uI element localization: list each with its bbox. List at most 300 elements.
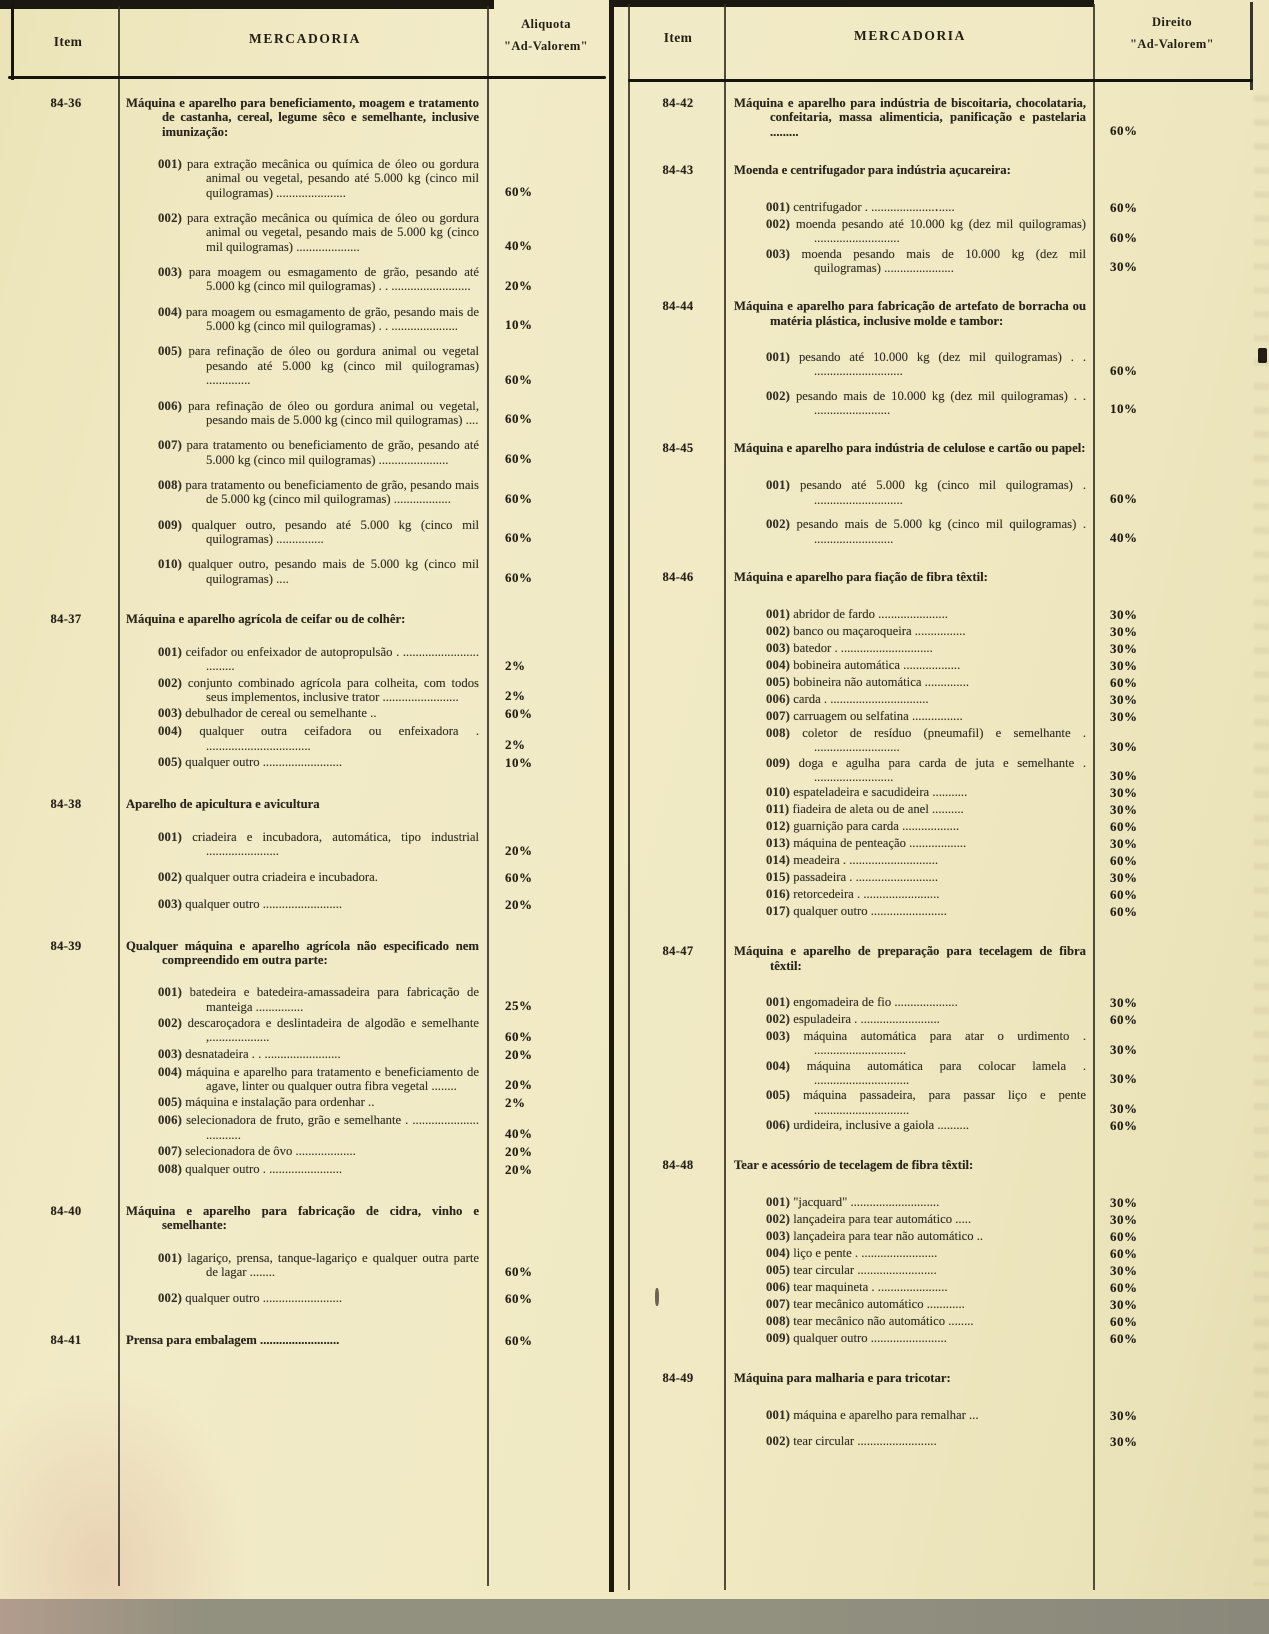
item-column-spacer	[630, 217, 726, 246]
subitem-row	[14, 1162, 606, 1178]
item-column-spacer	[630, 658, 726, 674]
subitem-row	[14, 1065, 606, 1094]
subitem-code: 007)	[766, 708, 791, 723]
subitem-text: 004) bobineira automática ..................	[766, 657, 961, 672]
subitem-code: 004)	[158, 304, 183, 319]
rate-value: 30%	[1110, 785, 1138, 801]
subitem-code: 014)	[766, 853, 791, 868]
subitem-code: 012)	[766, 819, 791, 834]
subitem-code: 003)	[766, 1028, 791, 1043]
ink-speck	[655, 1288, 659, 1306]
rate-value: 60%	[505, 1290, 533, 1306]
subitem-text: 005) máquina e instalação para ordenhar ..	[158, 1095, 375, 1110]
rate-value: 30%	[1110, 1100, 1138, 1116]
entry-heading: Máquina e aparelho para indústria de biscoitaria, chocolataria, confeitaria, massa alimenticia, panificação e pastelaria .........	[734, 96, 1086, 139]
subitem-code: 001)	[158, 1250, 183, 1265]
subitem-code: 002)	[766, 388, 791, 403]
subitem-text: 013) máquina de penteação ..................	[766, 836, 967, 851]
subitem-row	[630, 350, 1252, 379]
item-column-spacer	[630, 478, 726, 507]
entry-head-row	[630, 163, 1252, 178]
item-number: 84-45	[662, 441, 694, 456]
item-number: 84-42	[662, 96, 694, 110]
subitem-row	[630, 1229, 1252, 1245]
subitem-code: 005)	[158, 344, 183, 359]
entry-head-row	[14, 939, 606, 968]
subitem-row	[14, 1291, 606, 1307]
rate-value: 60%	[505, 706, 533, 722]
item-column-spacer	[630, 1212, 726, 1228]
subitem-text: 001) engomadeira de fio ....................	[766, 994, 958, 1009]
subitem-code: 001)	[766, 350, 791, 365]
subitem-text: 005) para refinação de óleo ou gordura animal ou vegetal pesando até 5.000 kg (cinco mil quilogramas) ..............	[158, 344, 479, 388]
item-column-spacer	[630, 1059, 726, 1088]
subitem-row	[14, 830, 606, 859]
rate-value: 30%	[1110, 870, 1138, 886]
subitem-row	[630, 1331, 1252, 1347]
tariff-entry	[630, 96, 1252, 139]
rate-value: 60%	[1110, 1279, 1138, 1295]
subitem-text: 001) para extração mecânica ou química de óleo ou gordura animal ou vegetal, pesando até 5.000 kg (cinco mil quilogramas) ......................	[158, 157, 479, 200]
rate-value: 60%	[1110, 1330, 1138, 1346]
entry-heading: Máquina e aparelho para indústria de celulose e cartão ou papel:	[734, 441, 1086, 456]
rate-value: 30%	[1110, 1194, 1138, 1210]
rate-value: 60%	[1110, 362, 1138, 378]
rate-value: 30%	[1110, 259, 1138, 275]
rate-value: 30%	[1110, 1041, 1138, 1057]
subitem-row	[630, 887, 1252, 903]
rate-value: 30%	[1110, 1296, 1138, 1312]
subitem-row	[630, 802, 1252, 818]
item-column-spacer	[14, 1113, 118, 1142]
rate-value: 60%	[1110, 200, 1138, 216]
subitem-code: 004)	[158, 1064, 183, 1079]
subitem-text: 002) tear circular .........................	[766, 1433, 937, 1448]
subitem-code: 002)	[158, 675, 183, 690]
subitem-text: 001) centrifugador . ....................․.....	[766, 200, 955, 215]
item-number: 84-43	[662, 163, 694, 178]
subitem-text: 001) lagariço, prensa, tanque-lagariço e qualquer outra parte de lagar ........	[158, 1250, 479, 1280]
subitem-row	[630, 1118, 1252, 1134]
subitem-row	[630, 200, 1252, 216]
subitem-text: 012) guarnição para carda ..................	[766, 819, 960, 834]
subitem-row	[630, 478, 1252, 507]
subitem-code: 007)	[766, 1296, 791, 1311]
subitem-code: 006)	[158, 1113, 183, 1128]
item-number: 84-44	[662, 299, 694, 314]
item-column-spacer	[14, 265, 118, 294]
rate-value: 60%	[1110, 1117, 1138, 1133]
subitem-code: 008)	[766, 1313, 791, 1328]
item-column-spacer	[630, 853, 726, 869]
item-column-spacer	[14, 676, 118, 705]
entry-heading: Máquina e aparelho para fabricação de artefato de borracha ou matéria plástica, inclusive molde e tambor:	[734, 299, 1086, 328]
subitem-row	[14, 755, 606, 771]
item-number: 84-49	[662, 1370, 694, 1385]
subitem-row	[630, 692, 1252, 708]
rate-value: 30%	[1110, 994, 1138, 1010]
subitem-row	[630, 756, 1252, 785]
subitem-code: 004)	[766, 1058, 791, 1073]
rate-value: 30%	[1110, 708, 1138, 724]
rate-value: 20%	[505, 1046, 533, 1062]
subitem-text: 005) tear circular .........................	[766, 1262, 937, 1277]
rate-value: 60%	[1110, 1228, 1138, 1244]
subitem-code: 001)	[158, 157, 183, 172]
subitem-text: 003) para moagem ou esmagamento de grão, pesando até 5.000 kg (cinco mil quilogramas) . . .........................	[158, 265, 479, 294]
item-column-spacer	[630, 1195, 726, 1211]
subitem-code: 005)	[766, 1262, 791, 1277]
subitem-code: 006)	[766, 1117, 791, 1132]
subitem-row	[14, 1144, 606, 1160]
subitem-text: 001) máquina e aparelho para remalhar ...	[766, 1407, 979, 1422]
subitem-code: 011)	[766, 802, 790, 817]
subitem-code: 003)	[766, 246, 791, 261]
rate-value: 2%	[505, 1095, 526, 1111]
rate-value: 60%	[1110, 819, 1138, 835]
subitem-code: 009)	[766, 1330, 791, 1345]
rate-value: 30%	[1110, 1262, 1138, 1278]
item-column-spacer	[14, 557, 118, 586]
subitem-code: 007)	[158, 1144, 183, 1159]
subitem-row	[14, 478, 606, 507]
subitem-row	[630, 1195, 1252, 1211]
item-column-spacer	[630, 819, 726, 835]
item-number: 84-46	[662, 569, 694, 584]
item-column-spacer	[14, 478, 118, 507]
entry-head-row	[14, 797, 606, 812]
subitem-text: 003) qualquer outro .........................	[158, 896, 343, 911]
subitem-code: 001)	[766, 1194, 791, 1209]
item-column-spacer	[630, 350, 726, 379]
subitem-row	[630, 1212, 1252, 1228]
rate-value: 60%	[1110, 229, 1138, 245]
rate-value: 60%	[1110, 1313, 1138, 1329]
subitem-row	[630, 853, 1252, 869]
rate-value: 20%	[505, 1162, 533, 1178]
subitem-row	[14, 557, 606, 586]
subitem-row	[14, 344, 606, 387]
entry-heading: Tear e acessório de tecelagem de fibra têxtil:	[734, 1157, 974, 1172]
subitem-code: 002)	[766, 1211, 791, 1226]
item-column-spacer	[630, 756, 726, 785]
subitem-code: 002)	[766, 1011, 791, 1026]
entry-head-row	[630, 299, 1252, 328]
tariff-entry	[630, 1158, 1252, 1347]
subitem-text: 005) qualquer outro .........................	[158, 755, 343, 769]
subitem-text: 005) bobineira não automática ..............	[766, 674, 970, 689]
entry-heading: Máquina e aparelho para fabricação de cidra, vinho e semelhante:	[126, 1204, 479, 1233]
subitem-row	[630, 389, 1252, 418]
tariff-entry	[630, 1371, 1252, 1450]
subitem-text: 003) batedor . .............................	[766, 640, 933, 655]
subitem-row	[14, 1095, 606, 1111]
subitem-code: 001)	[766, 200, 791, 215]
subitem-code: 016)	[766, 887, 791, 902]
subitem-text: 004) qualquer outra ceifadora ou enfeixadora . .................................	[158, 724, 479, 753]
right-header-mercadoria: MERCADORIA	[854, 28, 966, 43]
item-column-spacer	[14, 830, 118, 859]
subitem-code: 002)	[158, 1016, 183, 1031]
tariff-entry	[630, 570, 1252, 920]
rate-value: 40%	[1110, 529, 1138, 545]
subitem-code: 010)	[158, 557, 183, 572]
item-column-spacer	[630, 624, 726, 640]
subitem-row	[630, 1314, 1252, 1330]
entry-head-row	[630, 96, 1252, 139]
item-column-spacer	[14, 1251, 118, 1280]
subitem-text: 015) passadeira . ..........................	[766, 870, 939, 885]
subitem-text: 009) qualquer outro ........................	[766, 1330, 947, 1345]
subitem-text: 002) lançadeira para tear automático .....	[766, 1211, 972, 1226]
subitem-row	[14, 1113, 606, 1142]
subitem-code: 003)	[766, 640, 791, 655]
subitem-row	[14, 1016, 606, 1045]
item-column-spacer	[630, 1408, 726, 1424]
subitem-text: 002) banco ou maçaroqueira ................	[766, 623, 966, 638]
item-column-spacer	[14, 870, 118, 886]
subitem-code: 002)	[766, 217, 791, 232]
item-number: 84-41	[50, 1332, 82, 1347]
item-column-spacer	[630, 995, 726, 1011]
rate-value: 60%	[505, 411, 533, 427]
item-column-spacer	[14, 305, 118, 334]
item-column-spacer	[630, 785, 726, 801]
entry-head-row	[630, 1371, 1252, 1386]
subitem-row	[630, 1088, 1252, 1117]
subitem-row	[14, 1047, 606, 1063]
entry-head-row	[14, 96, 606, 139]
item-column-spacer	[14, 438, 118, 467]
entry-heading: Máquina e aparelho para fiação de fibra têxtil:	[734, 569, 988, 584]
rate-value: 60%	[1110, 904, 1138, 920]
rate-value: 20%	[505, 842, 533, 858]
subitem-text: 002) conjunto combinado agrícola para colheita, com todos seus implementos, inclusive trator ........................	[158, 675, 479, 704]
subitem-row	[630, 1012, 1252, 1028]
entry-heading: Máquina e aparelho agrícola de ceifar ou de colhêr:	[126, 611, 406, 626]
subitem-text: 007) carruagem ou selfatina ................	[766, 708, 963, 723]
subitem-text: 001) batedeira e batedeira-amassadeira para fabricação de manteiga ...............	[158, 985, 479, 1014]
item-number: 84-37	[50, 611, 82, 626]
right-header-rate	[1096, 12, 1248, 56]
rate-value: 20%	[505, 277, 533, 293]
subitem-code: 013)	[766, 836, 791, 851]
subitem-code: 003)	[766, 1228, 791, 1243]
rate-value: 10%	[505, 755, 533, 770]
subitem-text: 006) carda . ...............................	[766, 691, 929, 706]
subitem-text: 008) coletor de resíduo (pneumafil) e semelhante . ...........................	[766, 725, 1086, 755]
item-column-spacer	[14, 1095, 118, 1111]
left-header-item: Item	[53, 34, 83, 49]
rate-value: 20%	[505, 1077, 533, 1093]
item-column-spacer	[630, 1012, 726, 1028]
tariff-entry	[630, 163, 1252, 275]
subitem-row	[630, 517, 1252, 546]
item-column-spacer	[14, 706, 118, 722]
subitem-text: 006) urdideira, inclusive a gaiola ..........	[766, 1117, 970, 1132]
right-header-rate-line2: "Ad-Valorem"	[1130, 36, 1214, 51]
subitem-row	[14, 645, 606, 674]
subitem-row	[14, 211, 606, 254]
tariff-entry	[14, 612, 606, 771]
subitem-text: 001) pesando até 5.000 kg (cinco mil quilogramas) . ............................	[766, 478, 1086, 507]
subitem-code: 009)	[158, 517, 183, 532]
subitem-text: 009) doga e agulha para carda de juta e semelhante . .........................	[766, 755, 1086, 784]
subitem-text: 014) meadeira . ............................	[766, 853, 939, 868]
rate-value: 60%	[1110, 674, 1138, 690]
subitem-text: 004) para moagem ou esmagamento de grão, pesando mais de 5.000 kg (cinco mil quilogramas) . . .....................	[158, 304, 479, 334]
entry-heading: Aparelho de apicultura e avicultura	[126, 797, 320, 811]
rate-value: 30%	[1110, 691, 1138, 707]
subitem-text: 011) fiadeira de aleta ou de anel ..........	[766, 802, 964, 817]
item-column-spacer	[630, 1246, 726, 1262]
entry-head-row	[14, 1204, 606, 1233]
item-column-spacer	[630, 1118, 726, 1134]
subitem-row	[14, 305, 606, 334]
item-column-spacer	[630, 607, 726, 623]
subitem-row	[630, 995, 1252, 1011]
subitem-row	[14, 157, 606, 200]
item-column-spacer	[14, 1016, 118, 1045]
subitem-row	[14, 518, 606, 547]
subitem-text: 002) pesando mais de 5.000 kg (cinco mil quilogramas) . .........................	[766, 517, 1086, 546]
subitem-text: 006) para refinação de óleo ou gordura animal ou vegetal, pesando mais de 5.000 kg (cinco mil quilogramas) ....	[158, 398, 479, 427]
rate-value: 30%	[1110, 623, 1138, 639]
subitem-code: 005)	[766, 674, 791, 689]
item-column-spacer	[14, 1065, 118, 1094]
subitem-code: 005)	[158, 755, 183, 769]
subitem-row	[630, 785, 1252, 801]
item-column-spacer	[14, 755, 118, 771]
subitem-code: 003)	[158, 896, 183, 911]
subitem-row	[630, 217, 1252, 246]
subitem-row	[630, 709, 1252, 725]
subitem-code: 008)	[158, 1162, 183, 1177]
subitem-text: 005) máquina passadeira, para passar liço e pente ..............................	[766, 1088, 1086, 1117]
subitem-row	[630, 1408, 1252, 1424]
item-column-spacer	[14, 518, 118, 547]
rate-value: 30%	[1110, 606, 1138, 622]
left-header-underline-rule	[8, 76, 606, 79]
item-number: 84-39	[50, 938, 82, 953]
subitem-code: 005)	[766, 1088, 791, 1103]
rate-value: 30%	[1110, 1433, 1138, 1449]
entry-heading: Prensa para embalagem .........................	[126, 1332, 340, 1347]
subitem-text: 002) descaroçadora e deslintadeira de algodão e semelhante ,...................	[158, 1016, 479, 1045]
subitem-text: 002) qualquer outra criadeira e incubadora.	[158, 869, 378, 884]
subitem-code: 001)	[766, 994, 791, 1009]
rate-value: 40%	[505, 238, 533, 254]
rate-value: 60%	[505, 1263, 533, 1279]
subitem-code: 007)	[158, 438, 183, 453]
tariff-entry	[14, 1333, 606, 1349]
subitem-text: 004) máquina e aparelho para tratamento e beneficiamento de agave, linter ou qualquer outra fibra vegetal ........	[158, 1064, 479, 1094]
subitem-row	[14, 724, 606, 753]
subitem-code: 006)	[158, 398, 183, 413]
subitem-code: 002)	[158, 1290, 183, 1305]
item-column-spacer	[630, 1297, 726, 1313]
subitem-code: 002)	[158, 869, 183, 884]
item-column-spacer	[630, 247, 726, 276]
right-header-edge-rule	[1250, 2, 1253, 90]
tariff-entry	[630, 299, 1252, 417]
subitem-code: 003)	[158, 706, 183, 721]
subitem-row	[630, 607, 1252, 623]
rate-value: 40%	[505, 1126, 533, 1142]
right-page-column	[630, 96, 1252, 1474]
subitem-code: 002)	[766, 517, 791, 532]
right-header-rate-line1: Direito	[1151, 15, 1193, 29]
rate-value: 30%	[1110, 657, 1138, 673]
rate-value: 60%	[1110, 491, 1138, 507]
item-column-spacer	[630, 887, 726, 903]
subitem-row	[630, 658, 1252, 674]
item-column-spacer	[630, 726, 726, 755]
item-column-spacer	[14, 1144, 118, 1160]
ink-speck	[1258, 348, 1267, 363]
subitem-row	[630, 1434, 1252, 1450]
subitem-row	[630, 1246, 1252, 1262]
left-page-column	[14, 96, 606, 1375]
subitem-code: 001)	[158, 830, 183, 844]
entry-head-row	[14, 612, 606, 627]
subitem-text: 001) "jacquard" ............................	[766, 1194, 940, 1209]
item-column-spacer	[14, 344, 118, 387]
top-border-rule-right	[612, 0, 1094, 7]
item-column-spacer	[630, 1434, 726, 1450]
left-header-rate-line2: "Ad-Valorem"	[504, 38, 588, 53]
item-number: 84-38	[50, 797, 82, 811]
entry-head-row	[630, 441, 1252, 456]
subitem-code: 010)	[766, 785, 791, 800]
item-column-spacer	[14, 985, 118, 1014]
rate-value: 10%	[1110, 401, 1138, 417]
subitem-text: 008) tear mecânico não automático ........	[766, 1313, 974, 1328]
entry-head-row	[14, 1333, 606, 1349]
subitem-text: 003) desnatadeira . . ........................	[158, 1046, 341, 1061]
right-header-underline-rule	[628, 79, 1253, 82]
rate-value: 2%	[505, 657, 526, 673]
rate-value: 60%	[505, 869, 533, 885]
rate-value: 60%	[1110, 853, 1138, 869]
item-column-spacer	[630, 1088, 726, 1117]
entry-head-row	[630, 1158, 1252, 1173]
subitem-row	[630, 836, 1252, 852]
subitem-row	[14, 706, 606, 722]
entry-heading: Máquina para malharia e para tricotar:	[734, 1370, 951, 1385]
subitem-text: 010) qualquer outro, pesando mais de 5.000 kg (cinco mil quilogramas) ....	[158, 557, 479, 586]
tariff-entry	[14, 1204, 606, 1306]
subitem-row	[630, 624, 1252, 640]
rate-value: 30%	[1110, 1071, 1138, 1087]
subitem-text: 001) abridor de fardo ......................	[766, 606, 948, 621]
subitem-text: 006) selecionadora de fruto, grão e semelhante . ..................... ...........	[158, 1113, 479, 1142]
rate-value: 20%	[505, 1144, 533, 1160]
subitem-code: 006)	[766, 691, 791, 706]
subitem-row	[630, 641, 1252, 657]
subitem-code: 017)	[766, 904, 791, 919]
entry-head-row	[630, 570, 1252, 585]
subitem-row	[14, 897, 606, 913]
subitem-text: 006) tear maquineta . ......................	[766, 1279, 948, 1294]
right-header-item: Item	[663, 30, 693, 45]
subitem-row	[14, 265, 606, 294]
right-margin-bleedthrough	[1254, 95, 1269, 1585]
subitem-text: 002) pesando mais de 10.000 kg (dez mil quilogramas) . . ........................	[766, 388, 1086, 418]
rate-value: 30%	[1110, 1211, 1138, 1227]
rate-value: 25%	[505, 998, 533, 1014]
rate-value: 30%	[1110, 1407, 1138, 1423]
